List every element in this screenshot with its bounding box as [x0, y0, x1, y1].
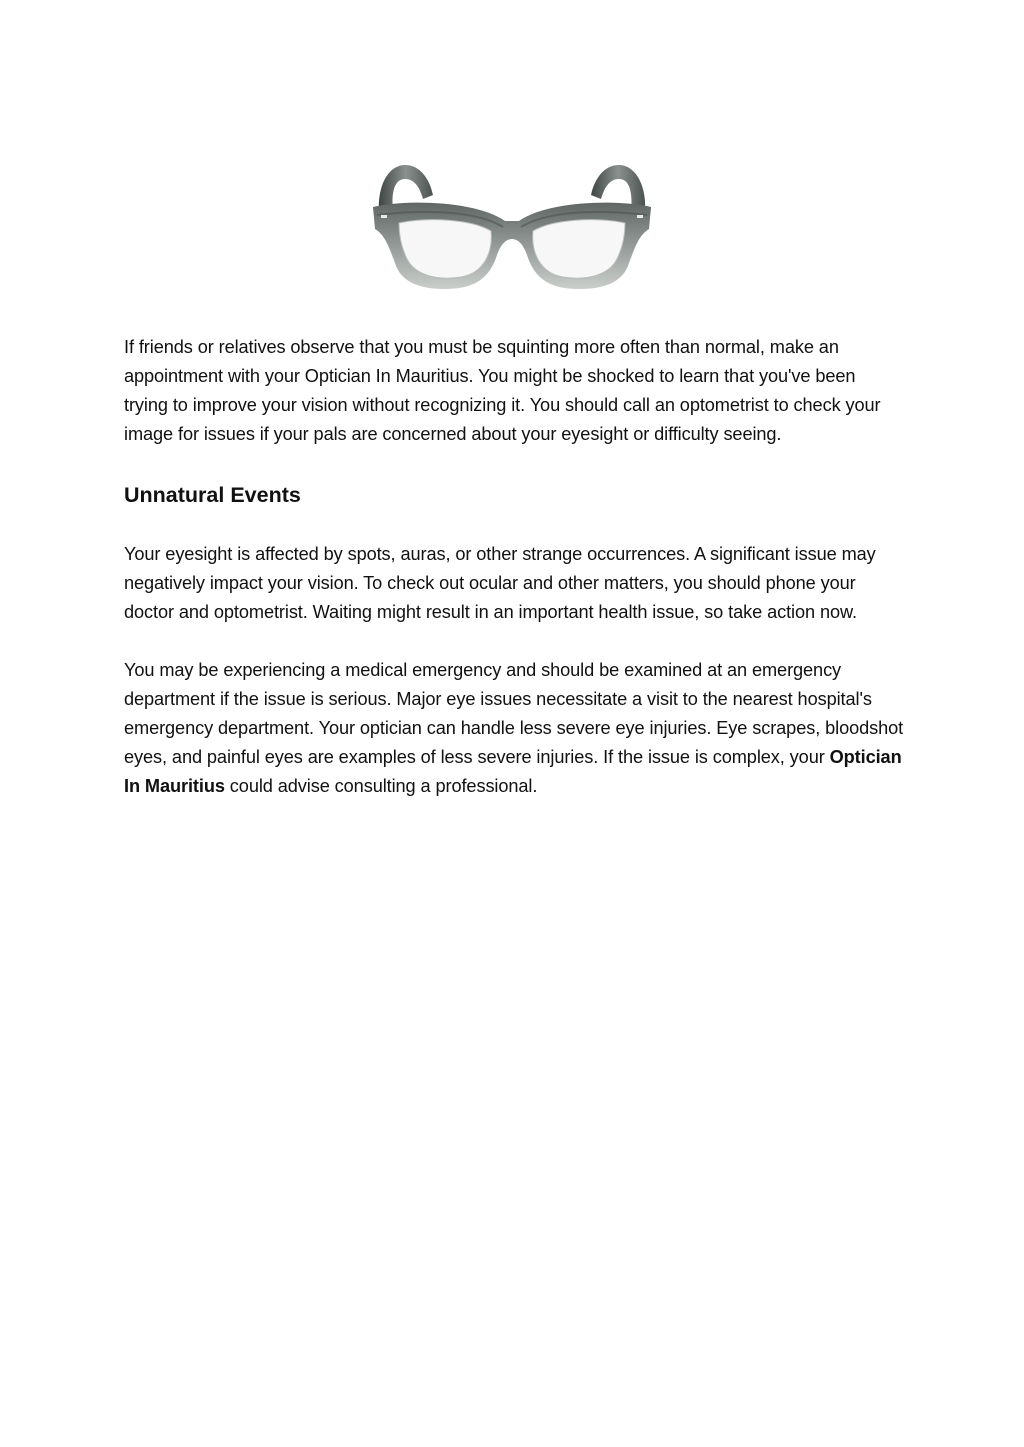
article-body	[124, 333, 904, 801]
paragraph-two: Your eyesight is affected by spots, auras, or other strange occurrences. A significant issue may negatively impact your vision. To check out ocular and other matters, you should phone your doctor and optometrist. Waiting might result in an important health issue, so take action now.	[124, 544, 876, 622]
eyeglasses-image	[367, 155, 657, 295]
section-heading: Unnatural Events	[124, 483, 301, 507]
paragraph-three-text: You may be experiencing a medical emergency and should be examined at an emergency department if the issue is serious. Major eye issues necessitate a visit to the nearest hospital's emergency department. Your optician can handle less severe eye injuries. Eye scrapes, bloodshot eyes, and painful eyes are examples of less severe injuries. If the issue is complex, your	[124, 660, 904, 767]
paragraph-three	[124, 656, 904, 801]
paragraph-three-ending: could advise consulting a professional.	[224, 776, 538, 796]
bold-keyword: Optician In Mauritius	[124, 747, 902, 796]
intro-paragraph: If friends or relatives observe that you must be squinting more often than normal, make an appointment with your Optician In Mauritius. You might be shocked to learn that you've been trying to improve your vision without recognizing it. You should call an optometrist to check your image for issues if your pals are concerned about your eyesight or difficulty seeing.	[124, 337, 881, 444]
eyeglasses-icon	[367, 155, 657, 295]
